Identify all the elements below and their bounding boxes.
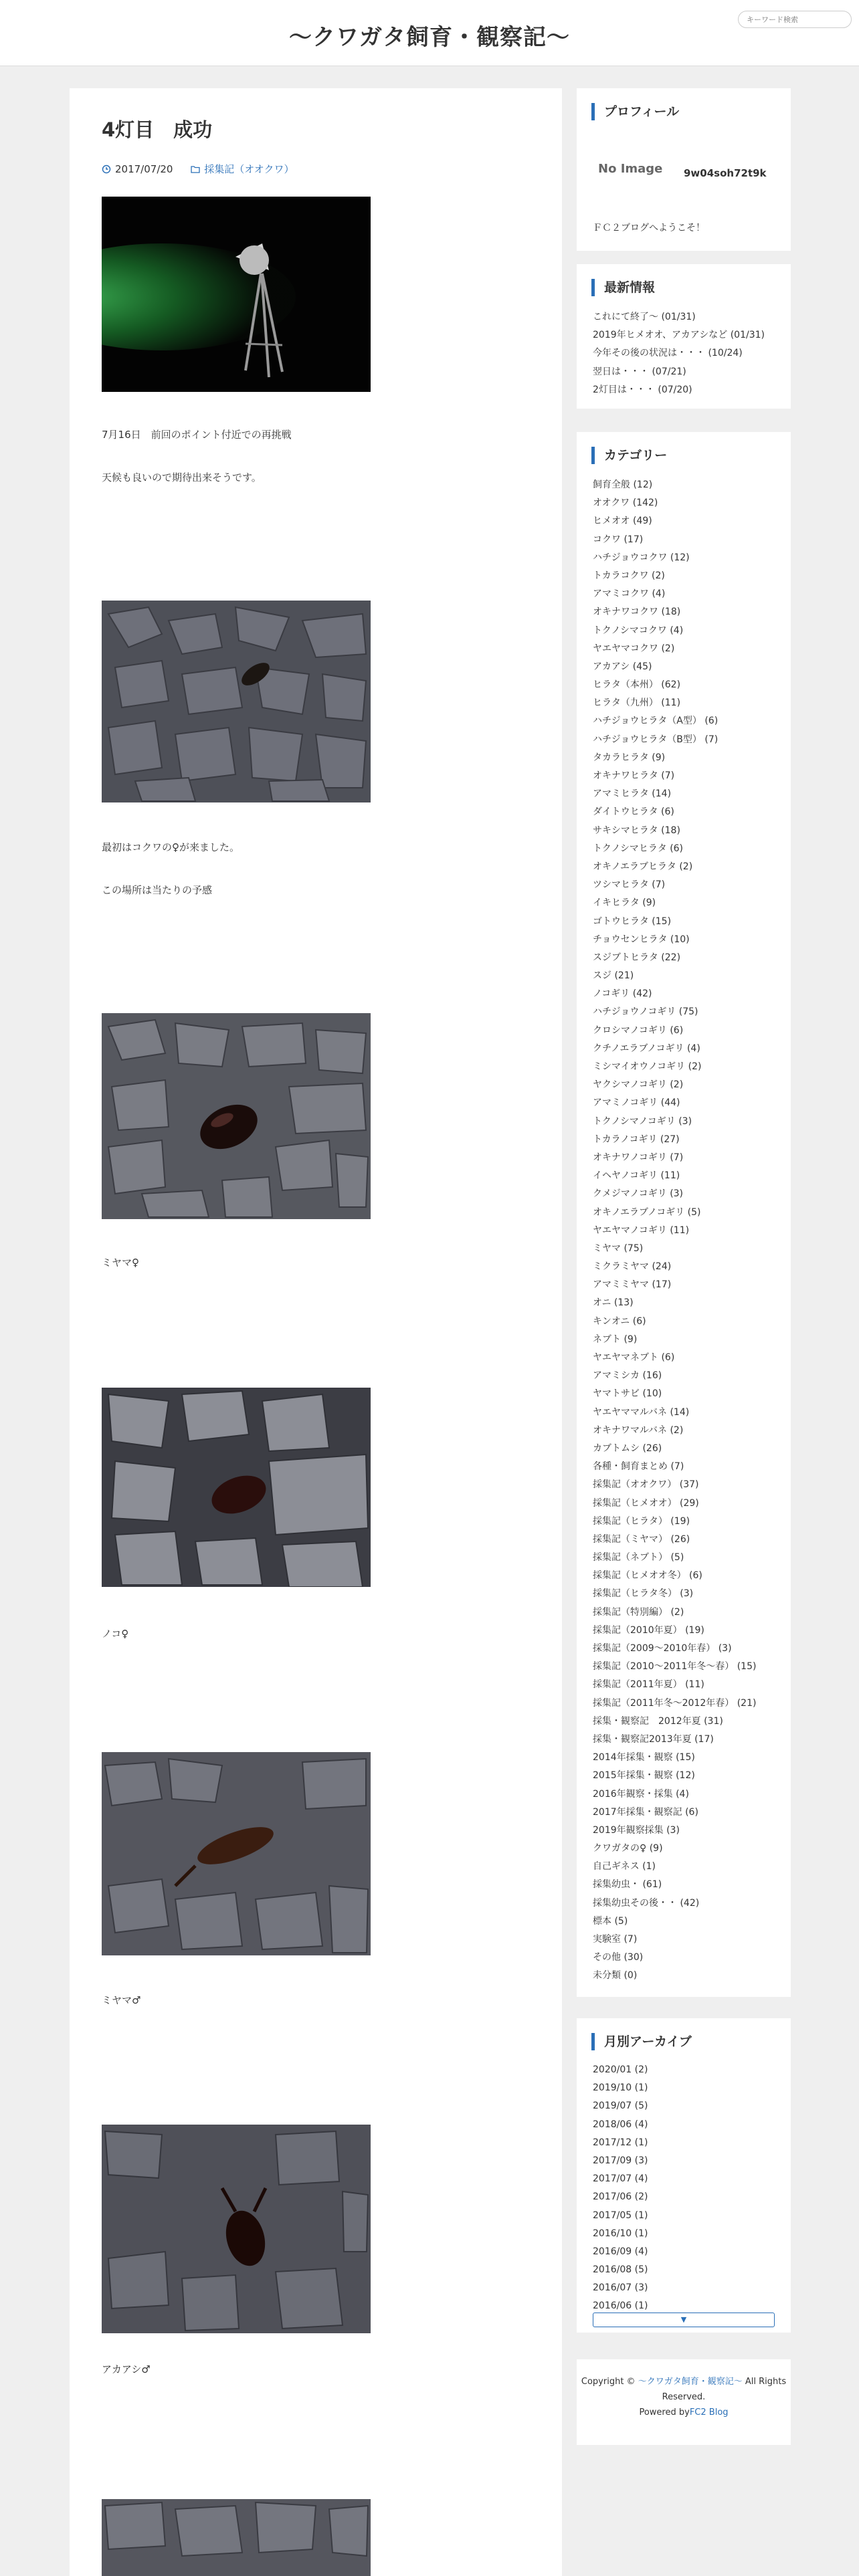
category-item[interactable]: タカラヒラタ (9) — [593, 752, 666, 763]
archive-item[interactable]: 2016/06 (1) — [593, 2300, 648, 2312]
latest-item[interactable]: 今年その後の状況は・・・ (10/24) — [593, 348, 743, 359]
category-list — [593, 476, 756, 1985]
post-photo-noko-female[interactable] — [102, 1388, 371, 1587]
widget-title: カテゴリー — [591, 447, 667, 464]
post-meta — [102, 162, 294, 176]
category-item[interactable]: 採集記（2010〜2011年冬〜春） (15) — [593, 1661, 757, 1673]
category-item[interactable]: 2019年観察採集 (3) — [593, 1824, 680, 1836]
category-item[interactable]: 採集記（ヒラタ） (19) — [593, 1515, 690, 1527]
category-item[interactable]: オキナワヒラタ (7) — [593, 770, 675, 781]
category-item[interactable]: オキノエラブヒラタ (2) — [593, 861, 693, 872]
gravel-image — [102, 2499, 371, 2576]
category-item[interactable]: トカラノコギリ (27) — [593, 1134, 680, 1145]
light-trap-image — [102, 197, 371, 392]
beetle-image — [102, 1013, 371, 1219]
category-item[interactable]: その他 (30) — [593, 1952, 644, 1963]
category-item[interactable]: ノコギリ (42) — [593, 988, 652, 1000]
category-item[interactable]: 採集記（ヒメオオ） (29) — [593, 1497, 699, 1509]
archive-item[interactable]: 2016/09 (4) — [593, 2246, 648, 2257]
archive-list — [593, 2061, 648, 2316]
category-item[interactable]: スジ (21) — [593, 970, 634, 982]
post-photo-light-trap[interactable] — [102, 197, 371, 392]
category-item[interactable]: 標本 (5) — [593, 1915, 628, 1927]
category-item[interactable]: 飼育全般 (12) — [593, 479, 653, 490]
category-item[interactable]: アマミシカ (16) — [593, 1370, 662, 1382]
category-item[interactable]: ミクラミヤマ (24) — [593, 1261, 672, 1273]
post-paragraph: 最初はコクワの♀が来ました。 — [102, 841, 240, 853]
category-item[interactable]: ヤエヤママルバネ (14) — [593, 1406, 690, 1418]
latest-item[interactable]: 2019年ヒメオオ、アカアシなど (01/31) — [593, 330, 765, 341]
category-item[interactable]: カブトムシ (26) — [593, 1442, 662, 1454]
post-paragraph: ミヤマ♀ — [102, 1257, 139, 1269]
category-item[interactable]: クワガタの♀ (9) — [593, 1843, 663, 1854]
category-item[interactable]: ハチジョウコクワ (12) — [593, 552, 690, 563]
category-item[interactable]: オキナワコクワ (18) — [593, 607, 681, 618]
chevron-down-icon: ▼ — [680, 2315, 687, 2324]
category-item[interactable]: アマミヒラタ (14) — [593, 788, 672, 800]
category-item[interactable]: ヤエヤマネブト (6) — [593, 1352, 675, 1363]
category-item[interactable]: ダイトウヒラタ (6) — [593, 807, 674, 818]
archive-item[interactable]: 2017/12 (1) — [593, 2137, 648, 2148]
category-item[interactable]: ハチジョウノコギリ (75) — [593, 1006, 698, 1018]
category-item[interactable]: 採集記（ヒラタ冬） (3) — [593, 1588, 694, 1600]
category-item[interactable]: ミヤマ (75) — [593, 1243, 644, 1254]
latest-item[interactable]: 2灯目は・・・ (07/20) — [593, 384, 692, 395]
site-header — [0, 0, 859, 66]
fc2-blog-link[interactable]: FC2 Blog — [689, 2407, 729, 2418]
post-paragraph: 7月16日 前回のポイント付近での再挑戦 — [102, 429, 292, 441]
category-item[interactable]: アマミミヤマ (17) — [593, 1279, 672, 1291]
widget-title: プロフィール — [591, 103, 679, 120]
category-item[interactable]: 実験室 (7) — [593, 1934, 638, 1945]
category-item[interactable]: ハチジョウヒラタ（B型） (7) — [593, 734, 719, 745]
category-item[interactable]: 採集幼虫その後・・ (42) — [593, 1897, 700, 1909]
post-paragraph: ミヤマ♂ — [102, 1994, 141, 2006]
profile-greeting: ＦＣ２ブログへようこそ！ — [593, 223, 705, 233]
category-item[interactable]: ヒラタ（本州） (62) — [593, 679, 681, 691]
latest-item[interactable]: これにて終了〜 (01/31) — [593, 312, 696, 322]
article — [70, 88, 562, 2576]
archive-item[interactable]: 2017/07 (4) — [593, 2173, 648, 2185]
category-widget — [577, 432, 791, 1997]
category-item[interactable]: アカアシ (45) — [593, 661, 652, 672]
category-item[interactable]: オキノエラブノコギリ (5) — [593, 1206, 701, 1218]
archive-item[interactable]: 2019/10 (1) — [593, 2082, 648, 2094]
category-item[interactable]: 未分類 (0) — [593, 1970, 638, 1981]
archive-item[interactable]: 2017/09 (3) — [593, 2155, 648, 2166]
category-item[interactable]: 2017年採集・観察記 (6) — [593, 1806, 698, 1818]
beetle-image — [102, 1388, 371, 1587]
archive-item[interactable]: 2020/01 (2) — [593, 2064, 648, 2075]
category-item[interactable]: ヤエヤマコクワ (2) — [593, 643, 675, 654]
archive-scroll-area[interactable] — [577, 2061, 791, 2326]
post-photo-miyama-male[interactable] — [102, 1752, 371, 1955]
profile-username[interactable]: 9w04soh72t9k — [684, 167, 767, 179]
category-item[interactable]: イキヒラタ (9) — [593, 897, 656, 909]
post-category: 採集記（オオクワ） — [204, 163, 294, 175]
category-item[interactable]: 各種・飼育まとめ (7) — [593, 1461, 684, 1473]
category-item[interactable]: オキナワノコギリ (7) — [593, 1152, 684, 1163]
category-item[interactable]: 2014年採集・観察 (15) — [593, 1752, 695, 1763]
category-item[interactable]: ネブト (9) — [593, 1333, 638, 1345]
category-item[interactable]: オオクワ (142) — [593, 498, 658, 509]
archive-widget — [577, 2018, 791, 2333]
category-item[interactable]: 採集記（2011年冬〜2012年春） (21) — [593, 1697, 757, 1709]
category-item[interactable]: クメジマノコギリ (3) — [593, 1188, 684, 1200]
latest-widget — [577, 264, 791, 409]
beetle-image — [102, 1752, 371, 1955]
category-item[interactable]: コクワ (17) — [593, 534, 644, 545]
category-item[interactable]: 採集記（2011年夏） (11) — [593, 1679, 704, 1691]
site-link[interactable]: 〜クワガタ飼育・観察記〜 — [638, 2377, 743, 2387]
archive-item[interactable]: 2016/08 (5) — [593, 2264, 648, 2276]
category-item[interactable]: キンオニ (6) — [593, 1315, 646, 1327]
post-category-link[interactable] — [191, 163, 294, 175]
widget-title: 月別アーカイブ — [591, 2033, 692, 2050]
archive-item[interactable]: 2017/05 (1) — [593, 2210, 648, 2221]
category-item[interactable]: ヤエヤマノコギリ (11) — [593, 1224, 690, 1236]
profile-widget — [577, 88, 791, 251]
category-item[interactable]: 2015年採集・観察 (12) — [593, 1770, 695, 1782]
post-paragraph: 天候も良いので期待出来そうです。 — [102, 471, 262, 484]
category-item[interactable]: ヤマトサビ (10) — [593, 1388, 662, 1400]
category-item[interactable]: トクノシマコクワ (4) — [593, 625, 684, 636]
category-item[interactable]: イヘヤノコギリ (11) — [593, 1170, 680, 1182]
category-item[interactable]: ヤクシマノコギリ (2) — [593, 1079, 684, 1091]
site-title[interactable]: 〜クワガタ飼育・観察記〜 — [289, 24, 570, 51]
category-item[interactable]: アマミノコギリ (44) — [593, 1097, 680, 1109]
search-input[interactable] — [738, 11, 852, 28]
category-item[interactable]: 採集・観察記2013年夏 (17) — [593, 1733, 714, 1745]
archive-item[interactable]: 2016/10 (1) — [593, 2228, 648, 2239]
post-photo-kokuwa[interactable] — [102, 601, 371, 802]
category-item[interactable]: 採集記（2010年夏） (19) — [593, 1624, 704, 1636]
category-item[interactable]: アマミコクワ (4) — [593, 588, 666, 600]
gravel-image — [102, 601, 371, 802]
category-item[interactable]: 採集記（ミヤマ） (26) — [593, 1533, 690, 1545]
post-date: 2017/07/20 — [115, 163, 173, 175]
post-paragraph: ノコ♀ — [102, 1628, 129, 1640]
archive-item[interactable]: 2017/06 (2) — [593, 2191, 648, 2203]
folder-icon — [191, 165, 200, 174]
archive-expand-button[interactable] — [593, 2313, 775, 2327]
post-paragraph: アカアシ♂ — [102, 2363, 151, 2375]
post-photo-miyama-female[interactable] — [102, 1013, 371, 1219]
category-item[interactable]: ツシマヒラタ (7) — [593, 879, 666, 891]
category-item[interactable]: ヒメオオ (49) — [593, 516, 652, 527]
category-item[interactable]: サキシマヒラタ (18) — [593, 825, 680, 836]
archive-item[interactable]: 2019/07 (5) — [593, 2101, 648, 2112]
beetle-image — [102, 2125, 371, 2333]
category-item[interactable]: 採集記（ヒメオオ冬） (6) — [593, 1570, 702, 1582]
category-item[interactable]: 採集幼虫・ (61) — [593, 1879, 662, 1891]
copyright-text: Copyright © 〜クワガタ飼育・観察記〜 All Rights Reserved. Powered byFC2 Blog — [581, 2377, 787, 2418]
category-item[interactable]: ハチジョウヒラタ（A型） (6) — [593, 716, 719, 727]
category-item[interactable]: オニ (13) — [593, 1297, 634, 1309]
category-item[interactable]: オキナワマルバネ (2) — [593, 1424, 684, 1436]
post-photo-extra[interactable] — [102, 2499, 371, 2576]
category-item[interactable]: ヒラタ（九州） (11) — [593, 697, 681, 709]
category-item[interactable]: トクノシマヒラタ (6) — [593, 843, 684, 854]
category-item[interactable]: トカラコクワ (2) — [593, 570, 665, 581]
category-item[interactable]: チョウセンヒラタ (10) — [593, 934, 690, 945]
category-item[interactable]: 2016年観察・採集 (4) — [593, 1788, 689, 1800]
category-item[interactable]: 自己ギネス (1) — [593, 1861, 656, 1872]
clock-icon — [102, 165, 111, 174]
category-item[interactable]: 採集記（特別編） (2) — [593, 1606, 684, 1618]
category-item[interactable]: ミシマイオウノコギリ (2) — [593, 1061, 702, 1072]
post-title[interactable]: 4灯目 成功 — [102, 118, 213, 141]
category-item[interactable]: クチノエラブノコギリ (4) — [593, 1043, 700, 1054]
latest-item[interactable]: 翌日は・・・ (07/21) — [593, 366, 686, 377]
category-item[interactable]: 採集記（2009〜2010年春） (3) — [593, 1643, 732, 1654]
footer-widget — [577, 2359, 791, 2445]
category-item[interactable]: 採集・観察記 2012年夏 (31) — [593, 1715, 723, 1727]
category-item[interactable]: 採集記（オオクワ） (37) — [593, 1479, 699, 1491]
post-photo-akaashi-male[interactable] — [102, 2125, 371, 2333]
category-item[interactable]: クロシマノコギリ (6) — [593, 1025, 684, 1036]
archive-item[interactable]: 2016/07 (3) — [593, 2282, 648, 2294]
category-item[interactable]: スジブトヒラタ (22) — [593, 952, 681, 963]
post-paragraph: この場所は当たりの予感 — [102, 884, 213, 896]
archive-item[interactable]: 2018/06 (4) — [593, 2119, 648, 2130]
category-item[interactable]: ゴトウヒラタ (15) — [593, 916, 672, 927]
widget-title: 最新情報 — [591, 279, 655, 296]
latest-list — [593, 308, 765, 399]
profile-no-image: No Image — [598, 162, 663, 176]
category-item[interactable]: 採集記（ネブト） (5) — [593, 1552, 684, 1564]
category-item[interactable]: トクノシマノコギリ (3) — [593, 1115, 692, 1127]
